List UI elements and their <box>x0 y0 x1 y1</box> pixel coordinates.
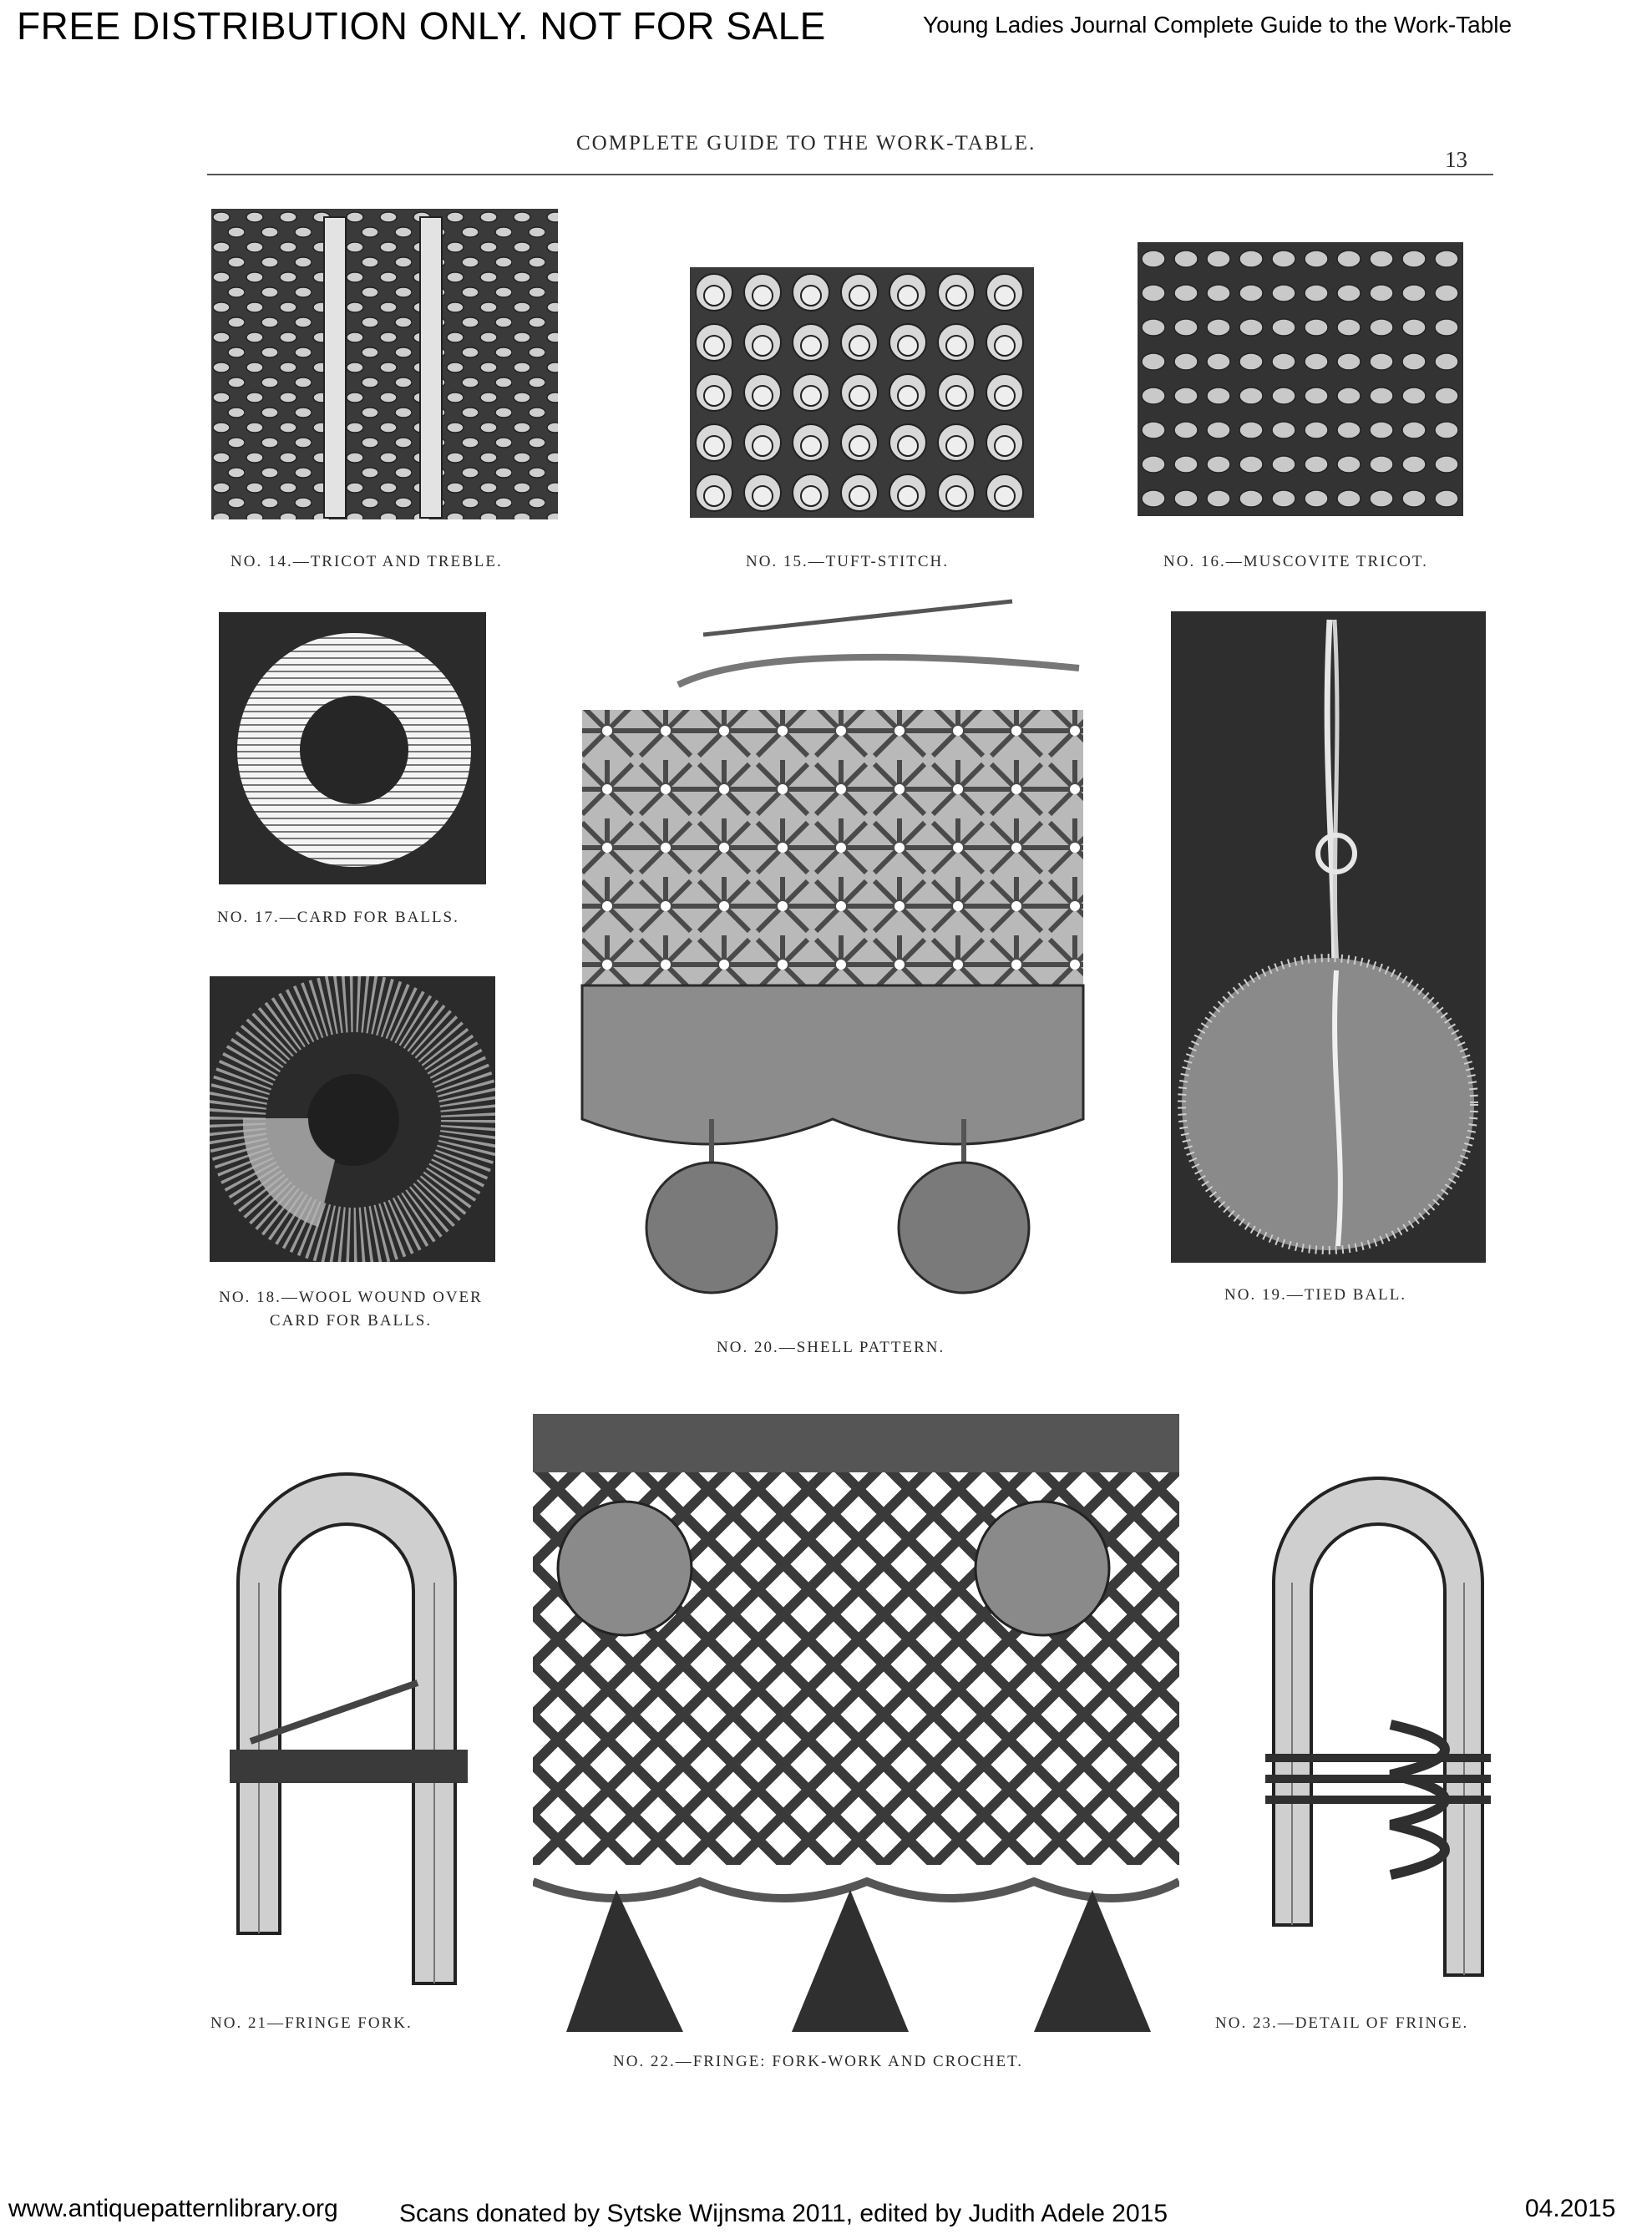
figure-23-caption: NO. 23.—DETAIL OF FRINGE. <box>1215 2014 1469 2032</box>
figure-18-caption <box>200 1286 501 1333</box>
figure-20-caption: NO. 20.—SHELL PATTERN. <box>717 1339 945 1356</box>
figure-18-caption-line1: NO. 18.—WOOL WOUND OVER <box>219 1289 483 1306</box>
footer-credit: Scans donated by Sytske Wijnsma 2011, edited by Judith Adele 2015 <box>399 2200 1168 2227</box>
footer-site: www.antiquepatternlibrary.org <box>8 2195 338 2222</box>
running-head: COMPLETE GUIDE TO THE WORK-TABLE. <box>576 132 1036 155</box>
figure-16-illustration <box>1138 242 1463 516</box>
figure-17-illustration <box>219 612 486 884</box>
figure-14-illustration <box>211 209 558 519</box>
figure-18-caption-line2: CARD FOR BALLS. <box>269 1312 433 1330</box>
figure-21-illustration <box>226 1466 468 2000</box>
figure-19-caption: NO. 19.—TIED BALL. <box>1224 1286 1407 1304</box>
figure-17-caption: NO. 17.—CARD FOR BALLS. <box>217 909 459 926</box>
figure-22-caption: NO. 22.—FRINGE: FORK-WORK AND CROCHET. <box>613 2053 1024 2070</box>
footer-date: 04.2015 <box>1525 2195 1616 2222</box>
figure-23-illustration <box>1265 1474 1499 1992</box>
figure-15-caption: NO. 15.—TUFT-STITCH. <box>746 553 950 570</box>
distribution-notice: FREE DISTRIBUTION ONLY. NOT FOR SALE <box>17 4 826 48</box>
figure-21-caption: NO. 21—FRINGE FORK. <box>210 2014 413 2032</box>
page-number: 13 <box>1445 147 1467 172</box>
figure-15-illustration <box>690 267 1034 518</box>
figure-18-illustration <box>210 976 495 1262</box>
figure-19-illustration <box>1171 611 1486 1263</box>
book-title: Young Ladies Journal Complete Guide to the Work-Table <box>923 12 1513 38</box>
figure-16-caption: NO. 16.—MUSCOVITE TRICOT. <box>1163 553 1428 570</box>
header-rule <box>207 174 1493 175</box>
figure-22-illustration <box>533 1414 1179 2034</box>
figure-14-caption: NO. 14.—TRICOT AND TREBLE. <box>231 553 503 570</box>
figure-20-illustration <box>578 585 1094 1336</box>
